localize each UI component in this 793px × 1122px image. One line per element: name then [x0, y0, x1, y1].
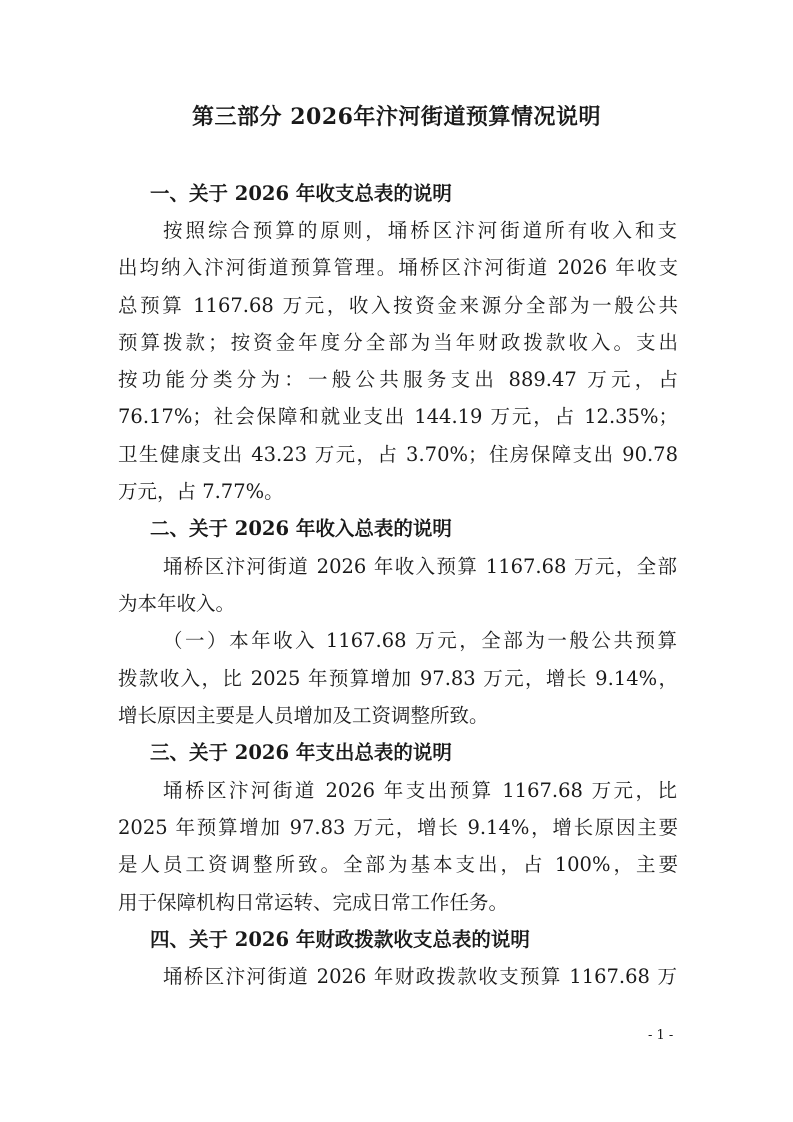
section-heading-1: 一、关于 2026 年收支总表的说明	[150, 182, 452, 205]
page-number: - 1 -	[648, 1028, 674, 1043]
paragraph-line: 拨款收入，比 2025 年预算增加 97.83 万元，增长 9.14%，	[118, 667, 678, 690]
section-heading-2: 二、关于 2026 年收入总表的说明	[150, 517, 452, 540]
paragraph-line: 埇桥区汴河街道 2026 年收入预算 1167.68 万元，全部	[163, 555, 677, 578]
paragraph-line: 2025 年预算增加 97.83 万元，增长 9.14%，增长原因主要	[118, 816, 678, 839]
paragraph-line: 按功能分类分为：一般公共服务支出 889.47 万元，占	[118, 368, 678, 391]
paragraph-line: 万元，占 7.77%。	[118, 480, 284, 503]
paragraph-line: 为本年收入。	[118, 592, 236, 615]
paragraph-line: 增长原因主要是人员增加及工资调整所致。	[118, 704, 489, 727]
paragraph-line: 按照综合预算的原则，埇桥区汴河街道所有收入和支	[163, 219, 677, 242]
paragraph-line: 76.17%；社会保障和就业支出 144.19 万元，占 12.35%；	[118, 405, 678, 428]
page-title: 第三部分 2026年汴河街道预算情况说明	[192, 104, 601, 130]
paragraph-line: （一）本年收入 1167.68 万元，全部为一般公共预算	[163, 629, 677, 652]
paragraph-line: 是人员工资调整所致。全部为基本支出，占 100%，主要	[118, 853, 678, 876]
section-heading-3: 三、关于 2026 年支出总表的说明	[150, 741, 452, 764]
paragraph-line: 总预算 1167.68 万元，收入按资金来源分全部为一般公共	[118, 294, 678, 317]
paragraph-line: 预算拨款；按资金年度分全部为当年财政拨款收入。支出	[118, 331, 678, 354]
paragraph-line: 埇桥区汴河街道 2026 年财政拨款收支预算 1167.68 万	[163, 965, 677, 988]
paragraph-line: 埇桥区汴河街道 2026 年支出预算 1167.68 万元，比	[163, 779, 677, 802]
paragraph-line: 用于保障机构日常运转、完成日常工作任务。	[118, 891, 509, 914]
paragraph-line: 卫生健康支出 43.23 万元，占 3.70%；住房保障支出 90.78	[118, 443, 678, 466]
section-heading-4: 四、关于 2026 年财政拨款收支总表的说明	[150, 928, 530, 951]
paragraph-line: 出均纳入汴河街道预算管理。埇桥区汴河街道 2026 年收支	[118, 256, 678, 279]
